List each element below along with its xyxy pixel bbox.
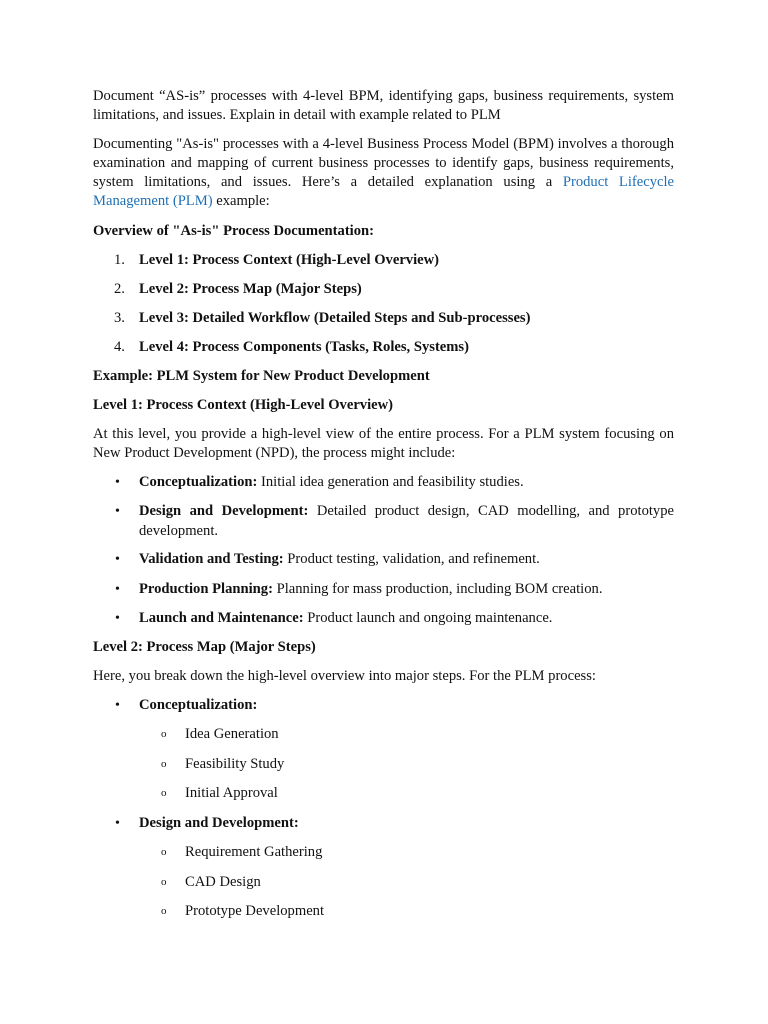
list-item-term: Conceptualization: bbox=[139, 474, 258, 490]
bullet-icon: • bbox=[115, 552, 120, 567]
level-item: Level 2: Process Map (Major Steps) bbox=[139, 281, 362, 297]
list-item bbox=[139, 502, 674, 541]
level-number: 2. bbox=[114, 281, 125, 297]
example-heading: Example: PLM System for New Product Development bbox=[93, 368, 430, 384]
list-item-desc: Product testing, validation, and refinement. bbox=[283, 551, 540, 567]
bullet-icon: • bbox=[115, 698, 120, 713]
bullet-icon: • bbox=[115, 504, 120, 519]
group-heading: Design and Development: bbox=[139, 815, 299, 831]
sub-bullet-icon: o bbox=[161, 787, 167, 799]
list-item-term: Design and Development: bbox=[139, 503, 309, 519]
list-item-term: Launch and Maintenance: bbox=[139, 610, 304, 626]
answer-text-start: Documenting "As-is" processes with a 4-level Business Process Model (BPM) involves a thorough examination and mapping of current business processes to identify gaps, business requirements, system limitations, and issues. Here’s a detailed explanation using a bbox=[93, 136, 674, 190]
sub-list-item: Requirement Gathering bbox=[185, 844, 323, 860]
level-number: 3. bbox=[114, 310, 125, 326]
bullet-icon: • bbox=[115, 611, 120, 626]
sub-bullet-icon: o bbox=[161, 758, 167, 770]
list-item-term: Production Planning: bbox=[139, 581, 273, 597]
sub-list-item: Feasibility Study bbox=[185, 756, 285, 772]
list-item bbox=[139, 580, 674, 600]
list-item-desc: Planning for mass production, including BOM creation. bbox=[272, 581, 603, 597]
list-item bbox=[139, 473, 674, 493]
level-number: 4. bbox=[114, 339, 125, 355]
level-item: Level 3: Detailed Workflow (Detailed Steps and Sub-processes) bbox=[139, 310, 531, 326]
bullet-icon: • bbox=[115, 475, 120, 490]
answer-paragraph bbox=[93, 135, 674, 211]
group-heading: Conceptualization: bbox=[139, 697, 258, 713]
sub-list-item: Prototype Development bbox=[185, 903, 325, 919]
list-item-desc: Detailed product design, CAD modelling, and prototype development. bbox=[139, 503, 674, 539]
plm-link[interactable]: Product Lifecycle Management (PLM) bbox=[93, 174, 675, 209]
level1-intro: At this level, you provide a high-level view of the entire process. For a PLM system focusing on New Product Development (NPD), the process might include: bbox=[93, 426, 674, 461]
level-item: Level 4: Process Components (Tasks, Roles, Systems) bbox=[139, 339, 469, 355]
level2-intro: Here, you break down the high-level overview into major steps. For the PLM process: bbox=[93, 668, 596, 684]
sub-bullet-icon: o bbox=[161, 728, 167, 740]
list-item-term: Validation and Testing: bbox=[139, 551, 284, 567]
sub-list-item: CAD Design bbox=[185, 874, 261, 890]
sub-bullet-icon: o bbox=[161, 905, 167, 917]
overview-heading: Overview of "As-is" Process Documentation: bbox=[93, 223, 375, 239]
answer-text-end: example: bbox=[212, 193, 270, 209]
list-item-desc: Initial idea generation and feasibility studies. bbox=[257, 474, 524, 490]
level-number: 1. bbox=[114, 252, 125, 268]
sub-list-item: Initial Approval bbox=[185, 785, 278, 801]
sub-bullet-icon: o bbox=[161, 876, 167, 888]
level-item: Level 1: Process Context (High-Level Overview) bbox=[139, 252, 440, 268]
level1-heading: Level 1: Process Context (High-Level Overview) bbox=[93, 397, 394, 413]
list-item bbox=[139, 550, 674, 570]
list-item-desc: Product launch and ongoing maintenance. bbox=[303, 610, 553, 626]
question-paragraph bbox=[93, 87, 674, 125]
list-item bbox=[139, 609, 674, 629]
bullet-icon: • bbox=[115, 816, 120, 831]
sub-list-item: Idea Generation bbox=[185, 726, 279, 742]
bullet-icon: • bbox=[115, 582, 120, 597]
sub-bullet-icon: o bbox=[161, 846, 167, 858]
question-text: Document “AS-is” processes with 4-level BPM, identifying gaps, business requirements, system limitations, and issues. Explain in detail with example related to PLM bbox=[93, 88, 674, 123]
level2-heading: Level 2: Process Map (Major Steps) bbox=[93, 639, 316, 655]
